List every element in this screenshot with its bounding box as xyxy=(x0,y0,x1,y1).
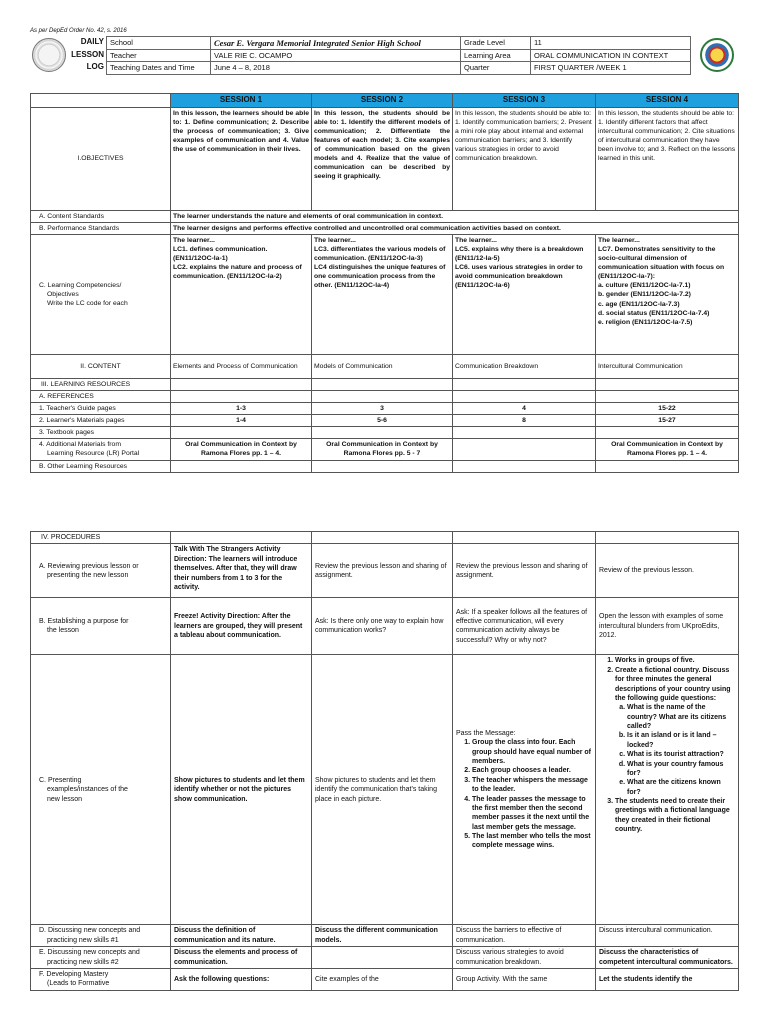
session-2-header: SESSION 2 xyxy=(312,94,453,108)
content-label: II. CONTENT xyxy=(31,354,171,378)
teachers-guide-session-3: 4 xyxy=(453,403,596,415)
performance-standards-label: B. Performance Standards xyxy=(31,222,171,234)
procedure-d-session-4: Discuss intercultural communication. xyxy=(596,925,739,947)
content-standards-text: The learner understands the nature and elements of oral communication in context. xyxy=(171,210,739,222)
additional-materials-session-3 xyxy=(453,439,596,460)
procedure-f-session-2: Cite examples of the xyxy=(312,968,453,990)
additional-materials-session-1: Oral Communication in Context by Ramona Flores pp. 1 – 4. xyxy=(171,439,312,460)
list-item: e. What are the citizens known for? xyxy=(627,778,735,797)
objectives-session-4: In this lesson, the students should be able to: 1. Identify different factors that affect intercultural communication; 2. Cite situations of intercultural communication they have been involve to; and 3. Reflect on the lessons learned in this unit. xyxy=(596,107,739,210)
quarter-label: Quarter xyxy=(461,62,531,75)
additional-materials-label: 4. Additional Materials from Learning Resource (LR) Portal xyxy=(31,439,171,460)
list-item: 5. The last member who tells the most complete message wins. xyxy=(472,832,592,851)
school-label: School xyxy=(107,37,211,50)
learners-materials-session-1: 1-4 xyxy=(171,415,312,427)
procedure-b-session-1: Freeze! Activity Direction: After the learners are grouped, they will present a tableau about communication. xyxy=(171,598,312,655)
competencies-session-2: The learner... LC3. differentiates the various models of communication. (EN11/12OC-la-3) LC4 distinguishes the unique features of one communication process from the other. (EN11/12OC-la-4) xyxy=(312,234,453,354)
list-item: 2. Each group chooses a leader. xyxy=(472,766,592,775)
additional-materials-session-4: Oral Communication in Context by Ramona Flores pp. 1 – 4. xyxy=(596,439,739,460)
references-label: A. REFERENCES xyxy=(31,391,171,403)
procedure-d-label: D. Discussing new concepts and practicing new skills #1 xyxy=(31,925,171,947)
objectives-label: I.OBJECTIVES xyxy=(31,107,171,210)
session-1-header: SESSION 1 xyxy=(171,94,312,108)
procedure-d-session-1: Discuss the definition of communication and its nature. xyxy=(171,925,312,947)
learners-materials-session-2: 5-6 xyxy=(312,415,453,427)
teachers-guide-session-2: 3 xyxy=(312,403,453,415)
textbook-label: 3. Textbook pages xyxy=(31,427,171,439)
procedure-c-label: C. Presenting examples/instances of the new lesson xyxy=(31,655,171,925)
competencies-session-1: The learner... LC1. defines communication. (EN11/12OC-la-1) LC2. explains the nature and process of communication. (EN11/12OC-la-2) xyxy=(171,234,312,354)
performance-standards-text: The learner designs and performs effective controlled and uncontrolled oral communication activities based on context. xyxy=(171,222,739,234)
grade-level-value: 11 xyxy=(531,37,691,50)
list-item: d. What is your country famous for? xyxy=(627,760,735,779)
deped-order-note: As per DepEd Order No. 42, s. 2016 xyxy=(30,28,127,34)
deped-seal-icon xyxy=(32,38,66,72)
fictional-country-steps xyxy=(599,656,735,834)
additional-materials-session-2: Oral Communication in Context by Ramona Flores pp. 5 - 7 xyxy=(312,439,453,460)
competencies-session-4: The learner... LC7. Demonstrates sensitivity to the socio-cultural dimension of communication situation with focus on (EN11/12OC-la-7): a. culture (EN11/12OC-la-7.1) b. gender (EN11/12OC-la-7.2) c. age (EN11/12OC-la-7.3) d. social status (EN11/12OC-la-7.4) e. religion (EN11/12OC-la-7.5) xyxy=(596,234,739,354)
competencies-label: C. Learning Competencies/ Objectives Write the LC code for each xyxy=(31,234,171,354)
procedure-d-session-3: Discuss the barriers to effective of communication. xyxy=(453,925,596,947)
procedure-b-label: B. Establishing a purpose for the lesson xyxy=(31,598,171,655)
quarter-value: FIRST QUARTER /WEEK 1 xyxy=(531,62,691,75)
school-seal-icon xyxy=(700,38,734,72)
procedure-a-session-1: Talk With The Strangers Activity Direction: The learners will introduce themselves. After that, they will draw their numbers from 1 to 3 for the activity. xyxy=(171,544,312,598)
school-name: Cesar E. Vergara Memorial Integrated Senior High School xyxy=(211,37,461,50)
content-session-3: Communication Breakdown xyxy=(453,354,596,378)
teachers-guide-session-4: 15-22 xyxy=(596,403,739,415)
content-session-4: Intercultural Communication xyxy=(596,354,739,378)
procedure-c-session-2: Show pictures to students and let them identify the communication that's taking place in each picture. xyxy=(312,655,453,925)
procedure-b-session-2: Ask: Is there only one way to explain how communication works? xyxy=(312,598,453,655)
guide-questions xyxy=(615,703,735,797)
learners-materials-session-4: 15-27 xyxy=(596,415,739,427)
procedures-title: IV. PROCEDURES xyxy=(31,532,171,544)
procedure-c-session-3: Pass the Message: 1. Group the class into four. Each group should have equal number of members. 2. Each group chooses a leader. 3. The teacher whispers the message to the leader. 4. The leader passes the message to the first member then the second member passes it the next until the last member gets the message. 5. The last member who tells the most complete message wins. xyxy=(453,655,596,925)
list-item: 3. The students need to create their greetings with a fictional language they created in their fictional country. xyxy=(615,797,735,835)
competencies-session-3: The learner... LC5. explains why there is a breakdown (EN11/12-la-5) LC6. uses various strategies in order to avoid communication breakdown (EN11/12OC-la-6) xyxy=(453,234,596,354)
procedure-a-label: A. Reviewing previous lesson or presenting the new lesson xyxy=(31,544,171,598)
procedure-f-session-4: Let the students identify the xyxy=(596,968,739,990)
procedure-f-session-3: Group Activity. With the same xyxy=(453,968,596,990)
objectives-session-1: In this lesson, the learners should be able to: 1. Define communication; 2. Describe the process of communication; 3. Give examples of communication and 4. Value the use of communication in their lives. xyxy=(171,107,312,210)
procedure-d-session-2: Discuss the different communication models. xyxy=(312,925,453,947)
procedure-e-session-2 xyxy=(312,947,453,969)
procedure-f-session-1: Ask the following questions: xyxy=(171,968,312,990)
learning-resources-label: III. LEARNING RESOURCES xyxy=(31,378,171,390)
learning-area-label: Learning Area xyxy=(461,49,531,62)
teacher-name: VALE RIE C. OCAMPO xyxy=(211,49,461,62)
procedure-e-session-3: Discuss various strategies to avoid communication breakdown. xyxy=(453,947,596,969)
procedure-e-label: E. Discussing new concepts and practicing new skills #2 xyxy=(31,947,171,969)
header-blank-cell xyxy=(31,94,171,108)
procedure-b-session-3: Ask: If a speaker follows all the features of effective communication, will every communication activity always be successful? Why or why not? xyxy=(453,598,596,655)
procedure-c-session-1: Show pictures to students and let them identify whether or not the pictures show communication. xyxy=(171,655,312,925)
content-session-1: Elements and Process of Communication xyxy=(171,354,312,378)
header-info-table xyxy=(106,36,691,75)
learners-materials-session-3: 8 xyxy=(453,415,596,427)
dates-value: June 4 – 8, 2018 xyxy=(211,62,461,75)
procedure-c-session-4 xyxy=(596,655,739,925)
procedure-e-session-4: Discuss the characteristics of competent intercultural communicators. xyxy=(596,947,739,969)
dll-header xyxy=(30,36,738,74)
list-item: a. What is the name of the country? What are its citizens called? xyxy=(627,703,735,731)
procedure-b-session-4: Open the lesson with examples of some intercultural blunders from UKproEdits, 2012. xyxy=(596,598,739,655)
list-item: c. What is its tourist attraction? xyxy=(627,750,735,759)
session-3-header: SESSION 3 xyxy=(453,94,596,108)
procedure-a-session-2: Review the previous lesson and sharing of assignment. xyxy=(312,544,453,598)
content-session-2: Models of Communication xyxy=(312,354,453,378)
session-4-header: SESSION 4 xyxy=(596,94,739,108)
list-item: 1. Group the class into four. Each group should have equal number of members. xyxy=(472,738,592,766)
lesson-plan-table xyxy=(30,93,739,473)
teachers-guide-label: 1. Teacher's Guide pages xyxy=(31,403,171,415)
pass-message-steps xyxy=(456,738,592,851)
list-item: b. Is it an island or is it land – locked? xyxy=(627,731,735,750)
list-item: 4. The leader passes the message to the first member then the second member passes it the next until the last member gets the message. xyxy=(472,795,592,833)
list-item: 1. Works in groups of five. xyxy=(615,656,735,665)
objectives-session-2: In this lesson, the students should be able to: 1. Identify the different models of communication; 2. Differentiate the features of each model; 3. Cite examples of communication based on the given models and 4. Realize that the value of communication can be described by seeing it graphically. xyxy=(312,107,453,210)
list-item: 3. The teacher whispers the message to the leader. xyxy=(472,776,592,795)
procedure-e-session-1: Discuss the elements and process of communication. xyxy=(171,947,312,969)
list-item: 2. Create a fictional country. Discuss for three minutes the general descriptions of your country using the following guide questions: a. What is the name of the country? What are its citizens called? b. Is it an island or is it land – locked? c. What is its tourist attraction? d. What is your country famous for? e. What are the citizens known for? xyxy=(615,666,735,797)
dll-title: DAILY LESSON LOG xyxy=(71,37,104,71)
procedure-a-session-4: Review of the previous lesson. xyxy=(596,544,739,598)
learners-materials-label: 2. Learner's Materials pages xyxy=(31,415,171,427)
teachers-guide-session-1: 1-3 xyxy=(171,403,312,415)
teacher-label: Teacher xyxy=(107,49,211,62)
objectives-session-3: In this lesson, the students should be able to: 1. Identify communication barriers; 2. Present a mini role play about internal and external communication barriers; and 3. Identify various strategies in order to avoid communication breakdown. xyxy=(453,107,596,210)
procedure-a-session-3: Review the previous lesson and sharing of assignment. xyxy=(453,544,596,598)
procedure-f-label: F. Developing Mastery (Leads to Formative xyxy=(31,968,171,990)
content-standards-label: A. Content Standards xyxy=(31,210,171,222)
procedures-table xyxy=(30,531,739,991)
dates-label: Teaching Dates and Time xyxy=(107,62,211,75)
other-resources-label: B. Other Learning Resources xyxy=(31,460,171,472)
learning-area-value: ORAL COMMUNICATION IN CONTEXT xyxy=(531,49,691,62)
grade-level-label: Grade Level xyxy=(461,37,531,50)
